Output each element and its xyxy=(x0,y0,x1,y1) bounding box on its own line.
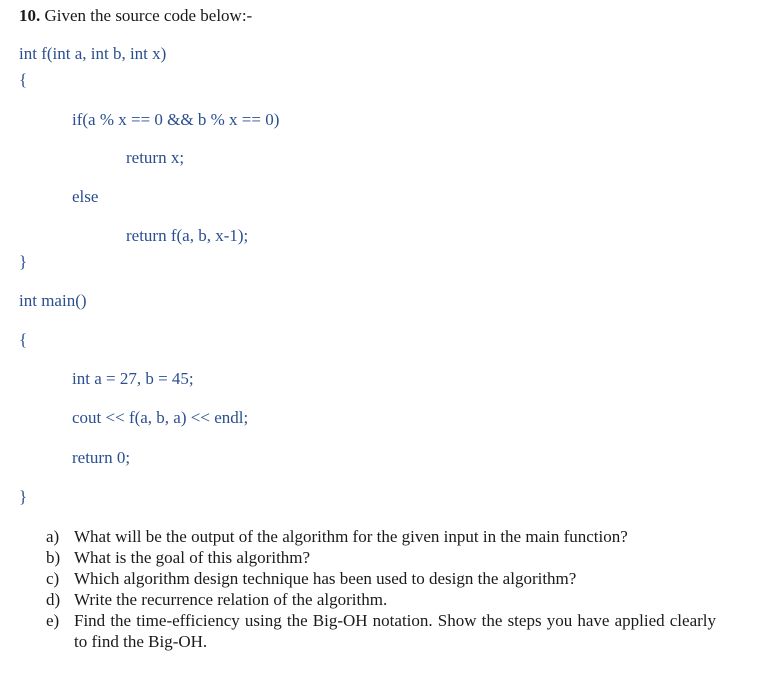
question-letter: a) xyxy=(46,527,60,546)
code-f-if: if(a % x == 0 && b % x == 0) xyxy=(72,110,280,129)
question-title-text: Given the source code below:- xyxy=(44,6,253,25)
question-text: Which algorithm design technique has been used to design the algorithm? xyxy=(74,569,577,588)
question-title xyxy=(19,6,252,26)
code-f-signature: int f(int a, int b, int x) xyxy=(19,44,167,63)
question-list xyxy=(46,526,716,652)
question-text: What is the goal of this algorithm? xyxy=(74,548,311,567)
question-letter: e) xyxy=(46,611,60,630)
code-main-return: return 0; xyxy=(72,448,131,467)
code-main-cout: cout << f(a, b, a) << endl; xyxy=(72,408,249,427)
code-f-return-recursive: return f(a, b, x-1); xyxy=(126,226,249,245)
code-f-return-x: return x; xyxy=(126,148,185,167)
question-item-c xyxy=(46,568,716,589)
question-letter: b) xyxy=(46,548,61,567)
question-letter: d) xyxy=(46,590,61,609)
question-letter: c) xyxy=(46,569,60,588)
question-text: Write the recurrence relation of the algorithm. xyxy=(74,590,388,609)
question-item-d xyxy=(46,589,716,610)
question-text: Find the time-efficiency using the Big-OH notation. Show the steps you have applied clearly to find the Big-OH. xyxy=(74,611,716,651)
code-main-declaration: int a = 27, b = 45; xyxy=(72,369,194,388)
code-f-else: else xyxy=(72,187,99,206)
question-item-b xyxy=(46,547,716,568)
code-main-open-brace: { xyxy=(19,330,28,349)
code-f-open-brace: { xyxy=(19,70,28,89)
code-main-signature: int main() xyxy=(19,291,87,310)
code-main-close-brace: } xyxy=(19,487,28,506)
question-item-a xyxy=(46,526,716,547)
question-number: 10. xyxy=(19,6,41,25)
code-f-close-brace: } xyxy=(19,252,28,271)
question-text: What will be the output of the algorithm for the given input in the main function? xyxy=(74,527,628,546)
question-item-e xyxy=(46,610,716,652)
